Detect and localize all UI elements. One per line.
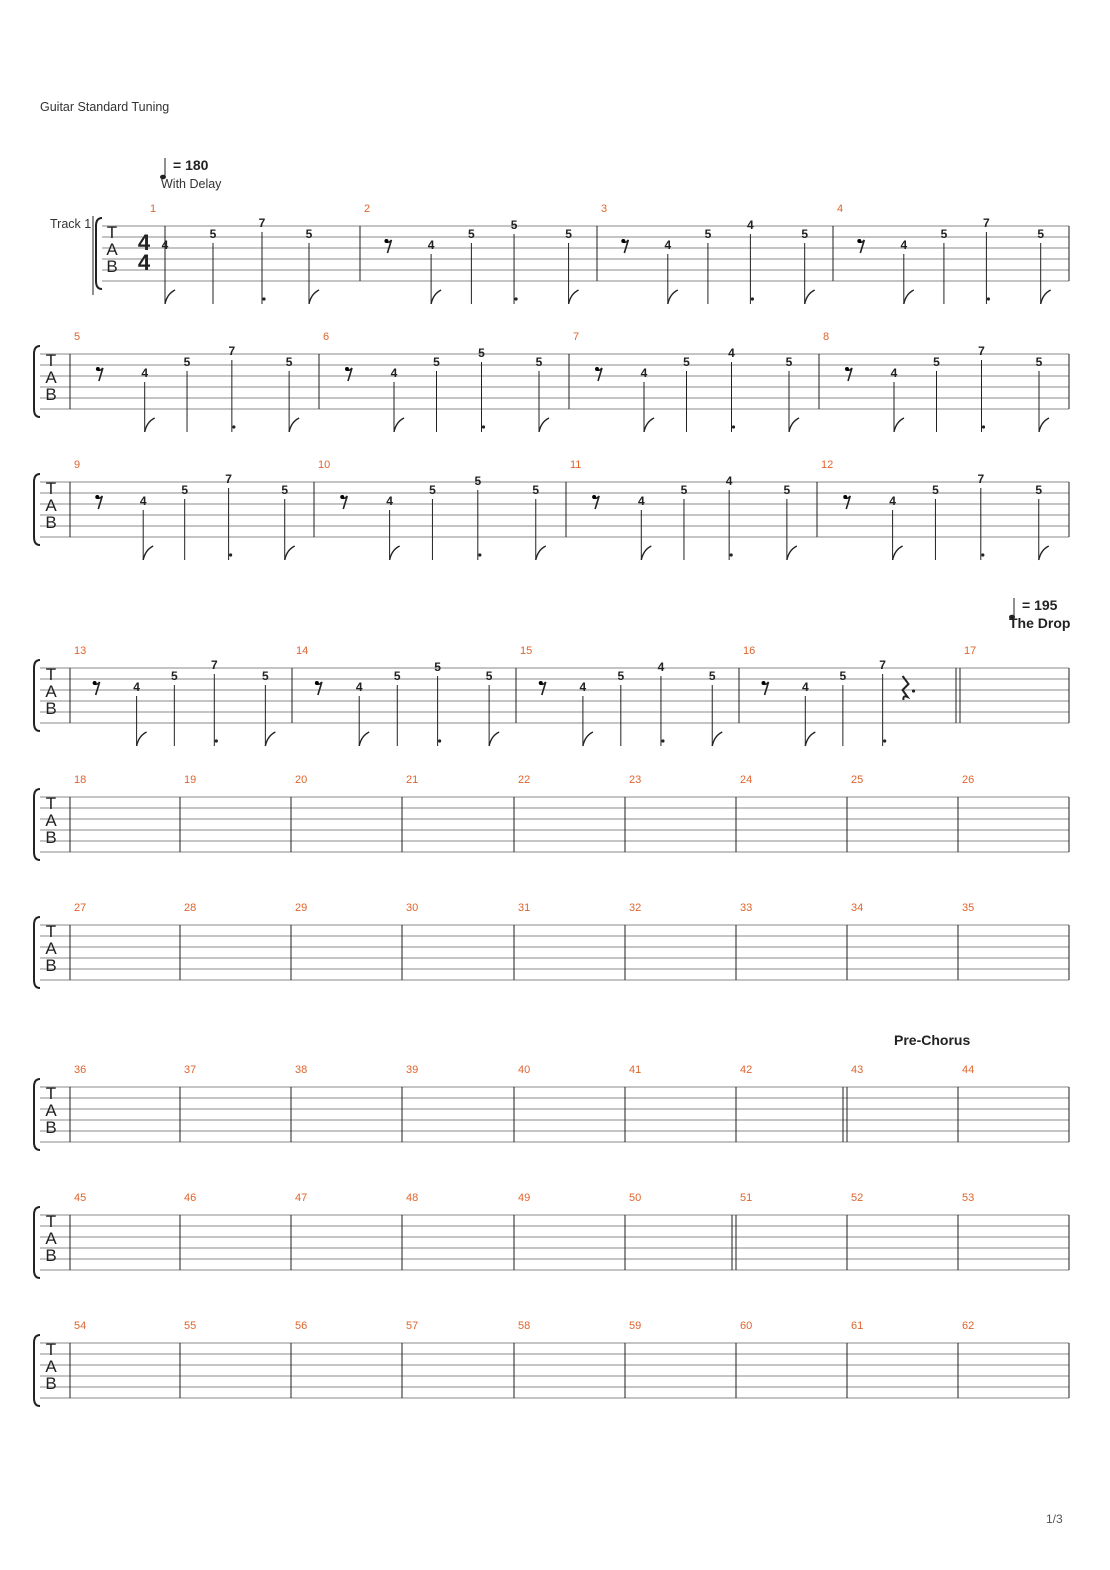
fret-number: 5 [680, 483, 688, 497]
system-bracket [34, 474, 40, 545]
tab-clef-letter: B [45, 956, 57, 975]
augmentation-dot [229, 553, 232, 556]
fret-number: 4 [664, 238, 672, 252]
fret-number: 5 [932, 483, 939, 497]
fret-number: 4 [889, 494, 896, 508]
measure-number: 37 [184, 1064, 197, 1076]
tab-clef-letter: B [106, 257, 118, 276]
eighth-rest-dot [345, 367, 349, 371]
tab-system-6 [34, 902, 1069, 988]
eighth-rest-dot [95, 495, 99, 499]
tab-clef-letter: T [45, 922, 57, 941]
tab-clef-letter: B [45, 828, 57, 847]
measure-number: 35 [962, 902, 975, 914]
fret-number: 5 [183, 355, 191, 369]
measure-number: 55 [184, 1320, 197, 1332]
tab-clef-letter: B [45, 1246, 57, 1265]
fret-number: 5 [535, 355, 543, 369]
fret-number: 5 [181, 483, 189, 497]
measure-number: 54 [74, 1320, 87, 1332]
tab-clef-letter: A [45, 811, 57, 830]
fret-number: 7 [225, 472, 232, 486]
measure-number: 32 [629, 902, 642, 914]
measure-number: 51 [740, 1192, 753, 1204]
measure-number: 39 [406, 1064, 419, 1076]
section-the-drop: The Drop [1009, 615, 1071, 631]
measure-number: 9 [74, 459, 81, 471]
tempo-value: = 195 [1022, 597, 1058, 613]
measure-number: 13 [74, 645, 87, 657]
fret-number: 5 [683, 355, 690, 369]
fret-number: 5 [468, 227, 475, 241]
tab-system-3 [34, 459, 1069, 560]
fret-number: 5 [305, 227, 313, 241]
measure-number: 57 [406, 1320, 419, 1332]
measure-number: 12 [821, 459, 834, 471]
eighth-rest-dot [384, 239, 388, 243]
fret-number: 5 [532, 483, 540, 497]
tab-clef-letter: A [45, 1229, 57, 1248]
tab-clef-letter: T [45, 1340, 57, 1359]
eighth-rest-dot [96, 367, 100, 371]
measure-number: 30 [406, 902, 419, 914]
tab-clef-letter: B [45, 1118, 57, 1137]
augmentation-dot [730, 553, 733, 556]
measure-number: 20 [295, 774, 308, 786]
eighth-flag-icon [489, 732, 499, 746]
augmentation-dot [232, 425, 235, 428]
tab-clef-letter: T [45, 1212, 57, 1231]
tab-clef-letter: T [45, 665, 57, 684]
fret-number: 7 [210, 658, 218, 672]
measure-number: 52 [851, 1192, 864, 1204]
measure-number: 50 [629, 1192, 642, 1204]
tab-system-9 [34, 1320, 1069, 1406]
fret-number: 5 [474, 474, 482, 488]
fret-number: 7 [228, 344, 236, 358]
system-bracket [34, 346, 40, 417]
tab-clef-letter: T [106, 223, 118, 242]
fret-number: 4 [161, 238, 169, 252]
fret-number: 5 [940, 227, 948, 241]
tab-clef-letter: A [45, 496, 57, 515]
fret-number: 5 [708, 669, 716, 683]
eighth-flag-icon [893, 546, 903, 560]
fret-number: 5 [285, 355, 293, 369]
fret-number: 5 [510, 218, 518, 232]
measure-number: 42 [740, 1064, 753, 1076]
fret-number: 5 [801, 227, 809, 241]
tab-clef-letter: T [45, 479, 57, 498]
tempo-subtitle: With Delay [161, 177, 222, 191]
fret-number: 4 [728, 346, 735, 360]
measure-number: 10 [318, 459, 331, 471]
measure-number: 16 [743, 645, 756, 657]
system-bracket [34, 789, 40, 860]
augmentation-dot [981, 553, 984, 556]
measure-number: 40 [518, 1064, 531, 1076]
eighth-flag-icon [265, 732, 275, 746]
eighth-flag-icon [583, 732, 593, 746]
fret-number: 7 [879, 658, 886, 672]
fret-number: 5 [281, 483, 289, 497]
augmentation-dot [883, 739, 886, 742]
augmentation-dot [478, 553, 481, 556]
tab-system-7 [34, 1064, 1069, 1150]
eighth-rest-dot [857, 239, 861, 243]
eighth-rest-dot [845, 367, 849, 371]
measure-number: 59 [629, 1320, 642, 1332]
augmentation-dot [262, 297, 265, 300]
measure-number: 47 [295, 1192, 308, 1204]
fret-number: 5 [704, 227, 712, 241]
tab-clef-letter: A [45, 939, 57, 958]
fret-number: 4 [427, 238, 435, 252]
tab-clef-letter: B [45, 1374, 57, 1393]
fret-number: 4 [657, 660, 665, 674]
augmentation-dot [732, 425, 735, 428]
fret-number: 4 [801, 680, 809, 694]
eighth-flag-icon [712, 732, 722, 746]
tab-system-8 [34, 1192, 1069, 1278]
fret-number: 5 [478, 346, 485, 360]
section-pre-chorus: Pre-Chorus [894, 1032, 971, 1048]
fret-number: 4 [141, 366, 149, 380]
fret-number: 4 [637, 494, 645, 508]
fret-number: 4 [640, 366, 648, 380]
measure-number: 26 [962, 774, 975, 786]
fret-number: 5 [1035, 355, 1043, 369]
fret-number: 5 [1035, 483, 1043, 497]
system-bracket [34, 660, 40, 731]
eighth-flag-icon [390, 546, 400, 560]
tab-system-1 [93, 203, 1069, 304]
eighth-rest-dot [592, 495, 596, 499]
fret-number: 4 [390, 366, 398, 380]
fret-number: 4 [386, 494, 393, 508]
fret-number: 5 [565, 227, 572, 241]
fret-number: 7 [977, 472, 985, 486]
eighth-flag-icon [787, 546, 797, 560]
system-bracket [34, 1079, 40, 1150]
tab-clef-letter: A [106, 240, 118, 259]
measure-number: 19 [184, 774, 197, 786]
tab-system-5 [34, 774, 1069, 860]
fret-number: 5 [1037, 227, 1045, 241]
eighth-rest-dot [762, 681, 766, 685]
measure-number: 62 [962, 1320, 975, 1332]
quarter-rest-icon [903, 676, 909, 700]
measure-number: 56 [295, 1320, 308, 1332]
measure-number: 17 [964, 645, 977, 657]
measure-number: 7 [573, 331, 580, 343]
augmentation-dot [482, 425, 485, 428]
measure-number: 60 [740, 1320, 753, 1332]
augmentation-dot [438, 739, 441, 742]
measure-number: 27 [74, 902, 87, 914]
tuning-label: Guitar Standard Tuning [40, 100, 170, 114]
eighth-flag-icon [1041, 290, 1051, 304]
fret-number: 4 [355, 680, 363, 694]
eighth-flag-icon [394, 418, 404, 432]
measure-number: 49 [518, 1192, 531, 1204]
measure-number: 6 [323, 331, 330, 343]
eighth-flag-icon [137, 732, 147, 746]
tab-clef-letter: B [45, 699, 57, 718]
measure-number: 41 [629, 1064, 642, 1076]
eighth-flag-icon [1039, 546, 1049, 560]
fret-number: 7 [983, 216, 990, 230]
measure-number: 38 [295, 1064, 308, 1076]
fret-number: 5 [783, 483, 791, 497]
tab-clef-letter: A [45, 1101, 57, 1120]
fret-number: 4 [900, 238, 908, 252]
fret-number: 5 [209, 227, 217, 241]
eighth-rest-dot [340, 495, 344, 499]
measure-number: 8 [823, 331, 830, 343]
eighth-flag-icon [289, 418, 299, 432]
measure-number: 45 [74, 1192, 87, 1204]
tab-clef-letter: T [45, 1084, 57, 1103]
fret-number: 5 [429, 483, 436, 497]
eighth-flag-icon [145, 418, 155, 432]
eighth-rest-dot [315, 681, 319, 685]
tab-clef-letter: B [45, 385, 57, 404]
eighth-flag-icon [805, 290, 815, 304]
eighth-flag-icon [668, 290, 678, 304]
eighth-rest-dot [93, 681, 97, 685]
tab-system-4 [34, 645, 1069, 746]
measure-number: 3 [601, 203, 608, 215]
measure-number: 21 [406, 774, 419, 786]
augmentation-dot [661, 739, 664, 742]
system-bracket [34, 1207, 40, 1278]
eighth-flag-icon [569, 290, 579, 304]
measure-number: 34 [851, 902, 864, 914]
fret-number: 5 [485, 669, 493, 683]
augmentation-dot [514, 297, 517, 300]
measure-number: 46 [184, 1192, 197, 1204]
fret-number: 5 [617, 669, 625, 683]
measure-number: 22 [518, 774, 531, 786]
fret-number: 4 [139, 494, 147, 508]
measure-number: 5 [74, 331, 81, 343]
eighth-flag-icon [359, 732, 369, 746]
eighth-flag-icon [641, 546, 651, 560]
eighth-flag-icon [1039, 418, 1049, 432]
measure-number: 25 [851, 774, 864, 786]
fret-number: 7 [978, 344, 985, 358]
fret-number: 4 [579, 680, 587, 694]
augmentation-dot [215, 739, 218, 742]
augmentation-dot [912, 689, 915, 692]
eighth-rest-dot [595, 367, 599, 371]
measure-number: 2 [364, 203, 371, 215]
measure-number: 15 [520, 645, 533, 657]
fret-number: 7 [258, 216, 266, 230]
eighth-flag-icon [285, 546, 295, 560]
eighth-flag-icon [904, 290, 914, 304]
track-label: Track 1 [50, 217, 92, 231]
tab-system-2 [34, 331, 1069, 432]
eighth-flag-icon [431, 290, 441, 304]
tab-clef-letter: A [45, 682, 57, 701]
augmentation-dot [751, 297, 754, 300]
eighth-flag-icon [805, 732, 815, 746]
measure-number: 29 [295, 902, 308, 914]
fret-number: 4 [133, 680, 140, 694]
eighth-rest-dot [621, 239, 625, 243]
time-signature-digit: 4 [137, 230, 151, 255]
fret-number: 4 [725, 474, 733, 488]
fret-number: 4 [747, 218, 754, 232]
eighth-rest-dot [539, 681, 543, 685]
system-bracket [34, 1335, 40, 1406]
measure-number: 58 [518, 1320, 531, 1332]
eighth-flag-icon [894, 418, 904, 432]
tab-clef-letter: B [45, 513, 57, 532]
fret-number: 5 [933, 355, 940, 369]
fret-number: 5 [433, 355, 440, 369]
tab-clef-letter: T [45, 351, 57, 370]
tab-clef-letter: A [45, 368, 57, 387]
measure-number: 43 [851, 1064, 864, 1076]
measure-number: 1 [150, 203, 157, 215]
augmentation-dot [987, 297, 990, 300]
eighth-flag-icon [536, 546, 546, 560]
tab-clef-letter: T [45, 794, 57, 813]
fret-number: 5 [434, 660, 441, 674]
system-bracket [96, 218, 102, 289]
eighth-flag-icon [165, 290, 175, 304]
measure-number: 36 [74, 1064, 87, 1076]
augmentation-dot [982, 425, 985, 428]
measure-number: 31 [518, 902, 531, 914]
measure-number: 24 [740, 774, 753, 786]
measure-number: 18 [74, 774, 87, 786]
fret-number: 5 [262, 669, 269, 683]
tab-clef-letter: A [45, 1357, 57, 1376]
fret-number: 5 [170, 669, 178, 683]
eighth-rest-dot [843, 495, 847, 499]
measure-number: 28 [184, 902, 197, 914]
tempo-value: = 180 [173, 157, 209, 173]
measure-number: 4 [837, 203, 844, 215]
measure-number: 11 [570, 459, 582, 471]
fret-number: 5 [393, 669, 401, 683]
measure-number: 48 [406, 1192, 419, 1204]
fret-number: 4 [890, 366, 898, 380]
eighth-flag-icon [539, 418, 549, 432]
time-signature-digit: 4 [137, 250, 151, 275]
fret-number: 5 [839, 669, 847, 683]
measure-number: 23 [629, 774, 642, 786]
measure-number: 53 [962, 1192, 975, 1204]
eighth-flag-icon [309, 290, 319, 304]
fret-number: 5 [785, 355, 793, 369]
measure-number: 61 [851, 1320, 864, 1332]
page-number: 1/3 [1046, 1512, 1063, 1526]
eighth-flag-icon [143, 546, 153, 560]
measure-number: 14 [296, 645, 309, 657]
measure-number: 33 [740, 902, 753, 914]
measure-number: 44 [962, 1064, 975, 1076]
system-bracket [34, 917, 40, 988]
eighth-flag-icon [789, 418, 799, 432]
eighth-flag-icon [644, 418, 654, 432]
